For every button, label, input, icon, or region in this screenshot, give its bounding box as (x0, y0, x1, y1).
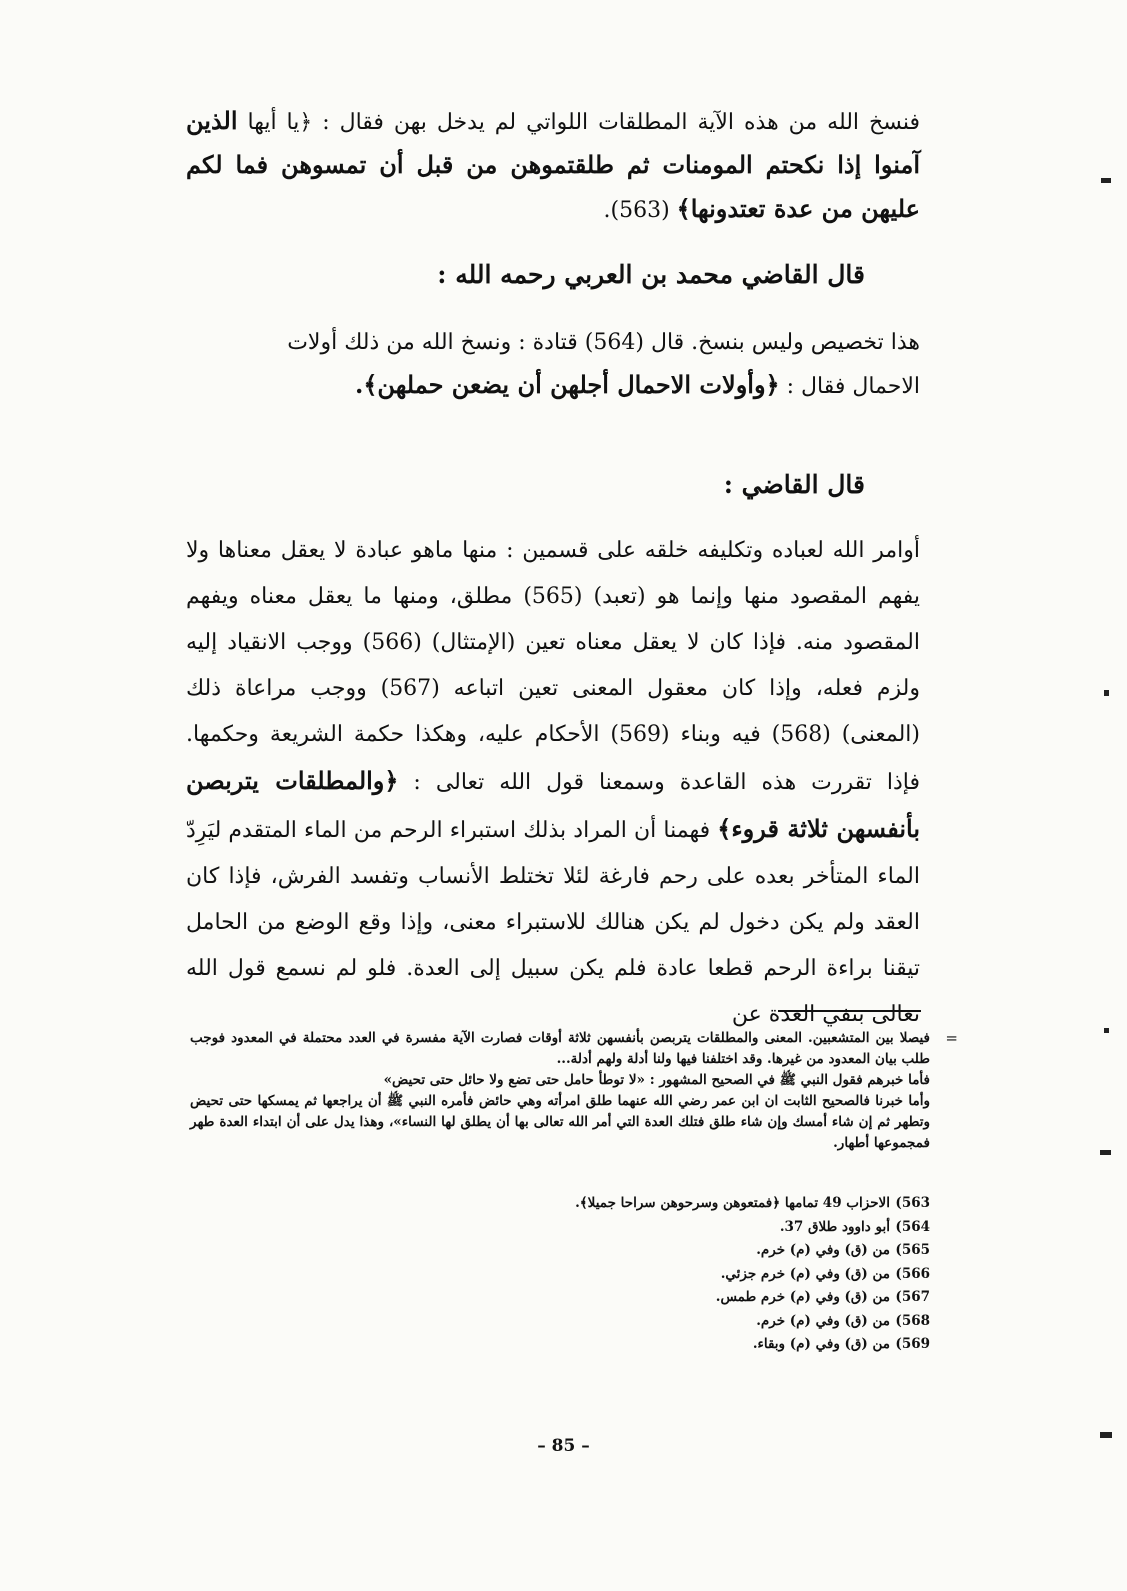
footnote-text: من (ق) وفي (م) خرم. (756, 1312, 890, 1329)
footnote-number: 567) (895, 1289, 930, 1305)
footnote-number: 566) (895, 1265, 930, 1282)
footnote-text: من (ق) وفي (م) خرم طمس. (715, 1289, 890, 1305)
paragraph-1-text: فنسخ الله من هذه الآية المطلقات اللواتي لم يدخل بهن فقال : ﴿يا أيها (247, 110, 920, 135)
footnote-number: 565) (895, 1242, 930, 1258)
paragraph-3-part-2: فهمنا أن المراد بذلك استبراء الرحم من الماء المتقدم ليَرِدّ الماء المتأخر بعده على رحم فارغة لئلا تختلط الأنساب وتفسد الفرش، فإذا كان العقد ولم يكن دخول لم يكن هنالك للاستبراء معنى، وإذا وقع الوضع من الحامل تيقنا براءة الرحم قطعا عادة فلم يكن سبيل إلى العدة. فلو لم نسمع قول الله تعالى بنفي العدة عن (186, 818, 920, 1027)
footnote-continuation-line: فيصلا بين المتشعبين. المعنى والمطلقات يتربصن بأنفسهن ثلاثة أوقات فصارت الآية مفسرة في العدد محتملة في المعدود فوجب طلب بيان المعدود من غيرها. وقد اختلفنا فيها ولنا أدلة ولهم أدلة... (190, 1030, 930, 1067)
paragraph-2-line-2 (186, 364, 920, 408)
paragraph-1 (186, 100, 920, 232)
footnote-text: من (ق) وفي (م) وبقاء. (752, 1336, 890, 1352)
footnote-continuation-line: فأما خبرهم فقول النبي ﷺ في الصحيح المشهور : «لا توطأ حامل حتى تضع ولا حائل حتى تحيض» (383, 1072, 930, 1088)
paragraph-2 (186, 322, 920, 408)
paragraph-3-part-1: أوامر الله لعباده وتكليفه خلقه على قسمين : منها ماهو عبادة لا يعقل معناها ولا يفهم المقصود منها وإنما هو (تعبد) (565) مطلق، ومنها ما يعقل معناه ويفهم المقصود منه. فإذا كان لا يعقل معناه تعين (الإمتثال) (566) ووجب الانقياد إليه ولزم فعله، وإذا كان معقول المعنى تعين اتباعه (567) ووجب مراعاة ذلك (المعنى) (568) فيه وبناء (569) الأحكام عليه، وهكذا حكمة الشريعة وحكمها. فإذا تقررت هذه القاعدة وسمعنا قول الله تعالى : (186, 538, 921, 795)
footnote-item (190, 1310, 930, 1334)
footnote-number: 563) (895, 1195, 930, 1211)
scan-edge-mark (1101, 178, 1111, 183)
scan-edge-mark (1104, 1028, 1109, 1033)
footnote-ref-563: (563). (603, 198, 677, 223)
footnote-item (190, 1263, 930, 1287)
footnote-number: 568) (895, 1312, 930, 1329)
footnote-item (190, 1239, 930, 1263)
continuation-marker: = (945, 1029, 958, 1047)
footnote-text: أبو داوود طلاق 37. (779, 1218, 890, 1235)
footnote-continuation-line: وأما خبرنا فالصحيح الثابت ان ابن عمر رضي الله عنهما طلق امرأته وهي حائض فأمره النبي ﷺ أن يراجعها ثم يمسكها حتى تحيض وتطهر ثم إن شاء أمسك وإن شاء طلق فتلك العدة التي أمر الله تعالى بها أن يطلق لها النساء»، وهذا يدل على أن ابتداء العدة طهر فمجموعها أطهار. (190, 1093, 930, 1151)
quran-verse-3: ﴿والمطلقات يتربصن بأنفسهن ثلاثة قروء﴾ (186, 766, 921, 843)
footnote-number: 569) (895, 1336, 930, 1352)
heading-qadi-ibn-arabi: قال القاضي محمد بن العربي رحمه الله : (437, 260, 865, 289)
paragraph-2-text: الاحمال فقال : (779, 374, 920, 399)
footnote-item (190, 1216, 930, 1240)
footnote-item (190, 1286, 930, 1310)
quran-verse-1: الذين آمنوا إذا نكحتم المومنات ثم طلقتموهن من قبل أن تمسوهن فما لكم عليهن من عدة تعتدونها﴾ (186, 106, 920, 223)
scan-edge-mark (1100, 1150, 1111, 1155)
footnote-number: 564) (895, 1218, 930, 1235)
footnote-item (190, 1333, 930, 1357)
quran-verse-2: ﴿وأولات الاحمال أجلهن أن يضعن حملهن﴾. (355, 370, 780, 399)
footnote-list (190, 1192, 930, 1357)
paragraph-2-line-1: هذا تخصيص وليس بنسخ. قال (564) قتادة : ونسخ الله من ذلك أولات (287, 330, 920, 355)
footnote-continuation (190, 1028, 958, 1154)
page-number: – 85 – (537, 1436, 590, 1456)
scan-edge-mark (1100, 1432, 1112, 1438)
heading-qadi: قال القاضي : (723, 470, 865, 499)
footnote-text: من (ق) وفي (م) خرم. (756, 1242, 890, 1258)
footnote-item (190, 1192, 930, 1216)
footnote-text: من (ق) وفي (م) خرم جزئي. (720, 1265, 890, 1282)
scan-edge-mark (1104, 690, 1109, 696)
footnote-text: الاحزاب 49 تمامها ﴿فمتعوهن وسرحوهن سراحا جميلا﴾. (575, 1195, 890, 1211)
footnote-separator (778, 1010, 921, 1012)
paragraph-3 (186, 528, 920, 1038)
